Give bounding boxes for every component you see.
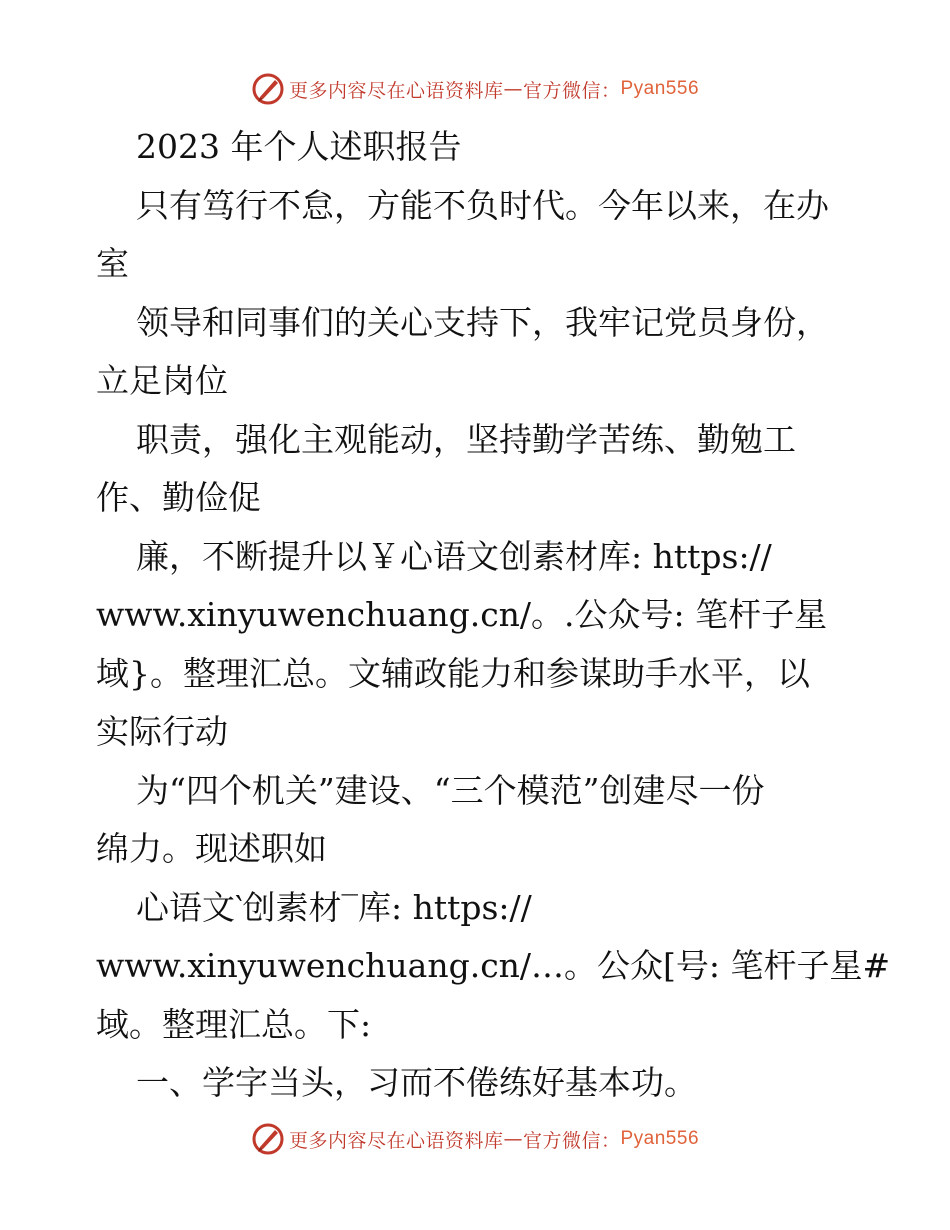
paragraph-line: 室 bbox=[96, 244, 129, 283]
paragraph-line: 只有笃行不怠，方能不负时代。今年以来，在办 bbox=[136, 185, 829, 225]
paragraph-line: 作、勤俭促 bbox=[96, 478, 261, 517]
banner-wechat-label: 官方微信： bbox=[522, 79, 621, 102]
paragraph-line: 廉，不断提升以￥心语文创素材库: https:// bbox=[136, 536, 772, 576]
paragraph-line: 为“四个机关”建设、“三个模范”创建尽一份 bbox=[136, 770, 765, 810]
banner-wechat-id: Pyan556 bbox=[620, 1128, 700, 1149]
paragraph-line: 领导和同事们的关心支持下，我牢记党员身份， bbox=[136, 302, 829, 342]
paragraph-line: 域}。整理汇总。文辅政能力和参谋助手水平，以 bbox=[96, 653, 810, 693]
paragraph-line: www.xinyuwenchuang.cn/…。公众[号: 笔杆子星# bbox=[96, 946, 891, 985]
banner-text: 更多内容尽在心语资料库 bbox=[288, 1129, 504, 1152]
banner-wechat-label: 官方微信： bbox=[522, 1129, 621, 1152]
paragraph-line: 绵力。现述职如 bbox=[96, 829, 327, 868]
report-title: 2023 年个人述职报告 bbox=[136, 127, 462, 166]
header-banner bbox=[0, 72, 950, 106]
section-heading: 一、学字当头，习而不倦练好基本功。 bbox=[136, 1063, 697, 1102]
banner-wechat-id: Pyan556 bbox=[620, 78, 700, 99]
paragraph-line: 立足岗位 bbox=[96, 361, 228, 400]
banner-separator: — bbox=[503, 1128, 523, 1150]
banner-separator: — bbox=[503, 78, 523, 100]
paragraph-line: 实际行动 bbox=[96, 712, 228, 751]
banner-text: 更多内容尽在心语资料库 bbox=[288, 79, 504, 102]
paragraph-line: www.xinyuwenchuang.cn/。.公众号: 笔杆子星 bbox=[96, 595, 828, 634]
paragraph-line: 心语文‵创素材‾库: https:// bbox=[136, 887, 532, 927]
paragraph-line: 域。整理汇总。下: bbox=[96, 1004, 372, 1044]
document-body bbox=[96, 118, 891, 1113]
paragraph-line: 职责，强化主观能动，坚持勤学苦练、勤勉工 bbox=[136, 419, 796, 459]
quill-logo-icon bbox=[251, 1122, 285, 1156]
quill-logo-icon bbox=[251, 72, 285, 106]
footer-banner bbox=[0, 1122, 950, 1156]
